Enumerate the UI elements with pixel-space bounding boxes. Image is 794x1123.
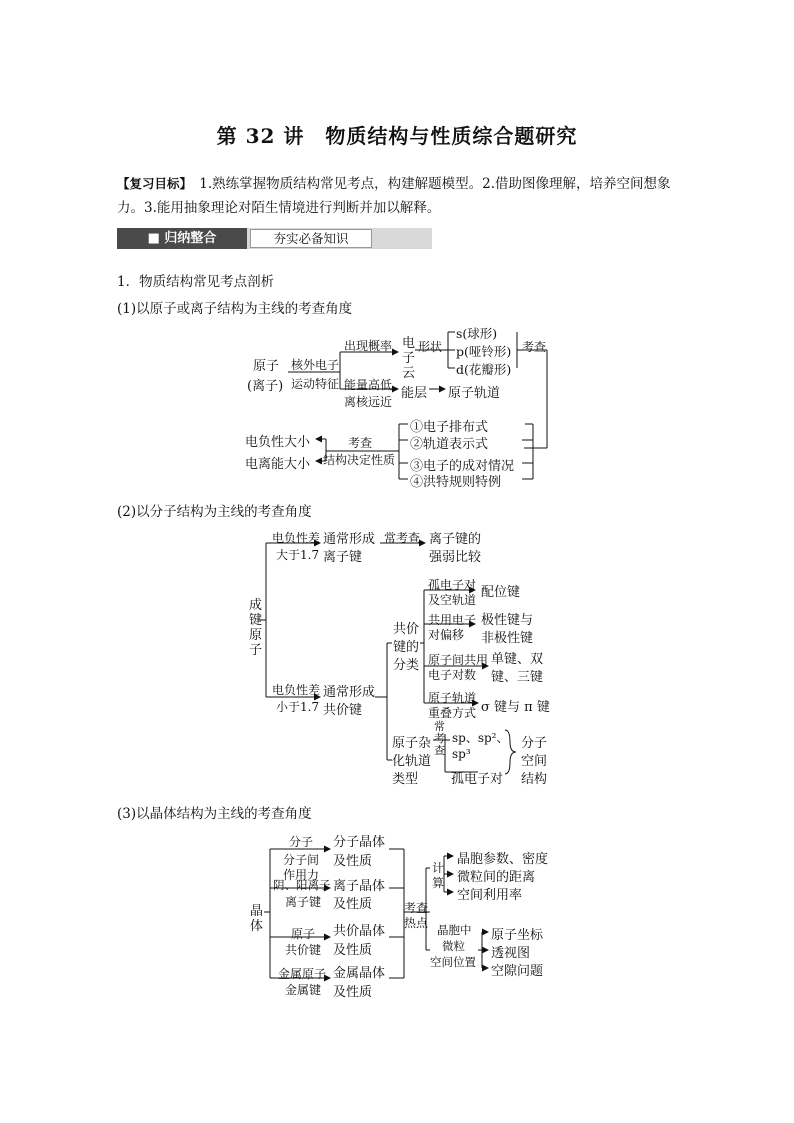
d3-covc2: 及性质 [333,943,373,958]
d1-p: p(哑铃形) [456,344,512,359]
d2-bondatom-3: 子 [249,643,263,658]
d1-d: d(花瓣形) [456,362,512,377]
d1-motion1: 核外电子 [291,358,340,372]
d3-pos2: 微粒 [442,939,465,953]
d2-en-big1: 电负性差 [272,531,321,545]
d2-en-small1: 电负性差 [272,683,321,697]
d2-polar1: 极性键与 [481,613,534,628]
section-heading: 1．物质结构常见考点剖析 [117,274,275,290]
d1-s: s(球形) [456,326,498,341]
d2-ionic1: 通常形成 [323,532,376,547]
d1-motion2: 运动特征 [291,377,340,391]
d2-often2-1: 考 [434,732,445,745]
d2-geo-0: 分子 [521,736,548,751]
d1-ion: (离子) [247,379,284,394]
d3-ionc2: 及性质 [333,897,373,912]
d1-ie: 电离能大小 [245,457,311,472]
d1-exam2: 考查 [348,436,373,450]
d3-calc-0: 计 [432,861,445,875]
d2-share1: 共用电子 [428,613,477,627]
d3-hot1: 考查 [404,901,429,915]
d2-multi2: 键、三键 [491,670,544,685]
d2-cls1: 共价 [393,622,420,637]
d1-cloud3: 云 [402,366,416,381]
d2-ionic-str2: 强弱比较 [429,550,482,565]
d1-struct: 结构决定性质 [323,453,396,467]
d1-c3: ③电子的成对情况 [410,459,515,474]
d1-cloud1: 电 [402,336,416,351]
d2-ionic2: 离子键 [323,550,363,565]
d2-ionic-str1: 离子键的 [429,532,482,547]
d3-ionc1: 离子晶体 [333,879,386,894]
d2-often2-0: 常 [434,720,445,733]
d3-k3: 空间利用率 [457,888,523,903]
d1-shape: 形状 [418,340,443,354]
d2-hyb2: 化轨道 [392,754,432,769]
d3-molc1: 分子晶体 [333,835,386,850]
d1-layer: 能层 [401,386,428,401]
objectives-tag: 【复习目标】 [117,176,186,191]
d3-covbond: 共价键 [285,943,322,957]
d1-en: 电负性大小 [245,435,311,450]
d2-bondatom-0: 成 [249,598,263,613]
d3-ionbond: 离子键 [285,895,322,909]
d2-hyb1: 原子杂 [392,736,432,751]
d1-prob: 出现概率 [344,339,393,353]
d2-bondatom-1: 键 [249,613,263,628]
d1-energy2: 离核远近 [344,395,393,409]
page-title: 第 32 讲 物质结构与性质综合题研究 [216,124,578,148]
d3-crystal-0: 晶 [250,904,264,919]
d2-sp3: sp³ [452,747,471,761]
d3-covc1: 共价晶体 [333,924,386,939]
d2-cls3: 分类 [393,658,420,673]
d2-multi1: 单键、双 [491,652,544,667]
d2-bondatom-2: 原 [249,628,263,643]
d3-metbond: 金属键 [285,983,322,997]
d2-share2: 对偏移 [428,628,465,642]
d2-lp1: 孤电子对 [428,578,477,592]
d2-geo-2: 结构 [521,772,548,787]
d2-cov1: 通常形成 [323,685,376,700]
d3-k1: 晶胞参数、密度 [457,852,549,867]
d1-orbital: 原子轨道 [448,386,501,401]
d2-sigma: σ 键与 π 键 [481,700,550,715]
d1-c4: ④洪特规则特例 [410,475,502,490]
d3-metatom: 金属原子 [278,967,327,981]
d3-metc2: 及性质 [333,985,373,1000]
d2-geo-1: 空间 [521,754,548,769]
d3-hot2: 热点 [404,916,429,930]
d3-k2: 微粒间的距离 [457,870,536,885]
d2-lp2: 及空轨道 [428,593,477,607]
banner-label-left: ■ 归纳整合 [117,228,247,249]
d2-sp1: sp、sp²、 [452,731,509,745]
d3-molforce2: 作用力 [283,868,320,882]
d2-often: 常考查 [384,531,421,545]
d2-polar2: 非极性键 [481,631,534,646]
d3-covatom: 原子 [291,927,316,941]
d1-c1: ①电子排布式 [410,420,489,435]
d3-pos1: 晶胞中 [437,923,472,937]
sub-heading-2: (2)以分子结构为主线的考查角度 [117,504,312,520]
sub-heading-3: (3)以晶体结构为主线的考查角度 [117,806,312,822]
objectives-text: 1.熟练掌握物质结构常见考点，构建解题模型。2.借助图像理解，培养空间想象力。3.能用抽象理论对陌生情境进行判断并加以解释。 [117,176,671,216]
d2-overlap1: 原子轨道 [428,691,477,705]
d3-crystal-1: 体 [250,919,264,934]
d2-hyb3: 类型 [392,772,419,787]
d3-metc1: 金属晶体 [333,966,386,981]
d1-energy1: 能量高低 [344,378,393,392]
d1-exam: 考查 [522,340,547,354]
d2-coord: 配位键 [481,585,521,600]
sub-heading-1: (1)以原子或离子结构为主线的考查角度 [117,301,353,317]
d1-cloud2: 子 [402,351,416,366]
d2-cov2: 共价键 [323,703,363,718]
d3-pos3: 空间位置 [430,955,476,969]
d2-num1: 原子间共用 [428,653,489,667]
d3-ionatom: 阴、阳离子 [273,878,331,892]
d3-p2: 透视图 [491,946,531,961]
d3-p1: 原子坐标 [491,928,544,943]
banner-label-right: 夯实必备知识 [250,229,372,248]
d2-en-big2: 大于1.7 [276,548,320,562]
d1-atom: 原子 [253,359,280,374]
d3-molc2: 及性质 [333,854,373,869]
d2-cls2: 键的 [393,640,420,655]
d1-c2: ②轨道表示式 [410,437,489,452]
d3-molforce1: 分子间 [283,853,320,867]
d3-calc-1: 算 [432,876,445,890]
d3-mol: 分子 [289,835,314,849]
d2-often2-2: 查 [434,744,445,757]
d3-p3: 空隙问题 [491,964,544,979]
d2-lone: 孤电子对 [451,772,504,787]
d2-overlap2: 重叠方式 [428,706,477,720]
d2-num2: 电子对数 [428,668,477,682]
d2-en-small2: 小于1.7 [276,700,320,714]
